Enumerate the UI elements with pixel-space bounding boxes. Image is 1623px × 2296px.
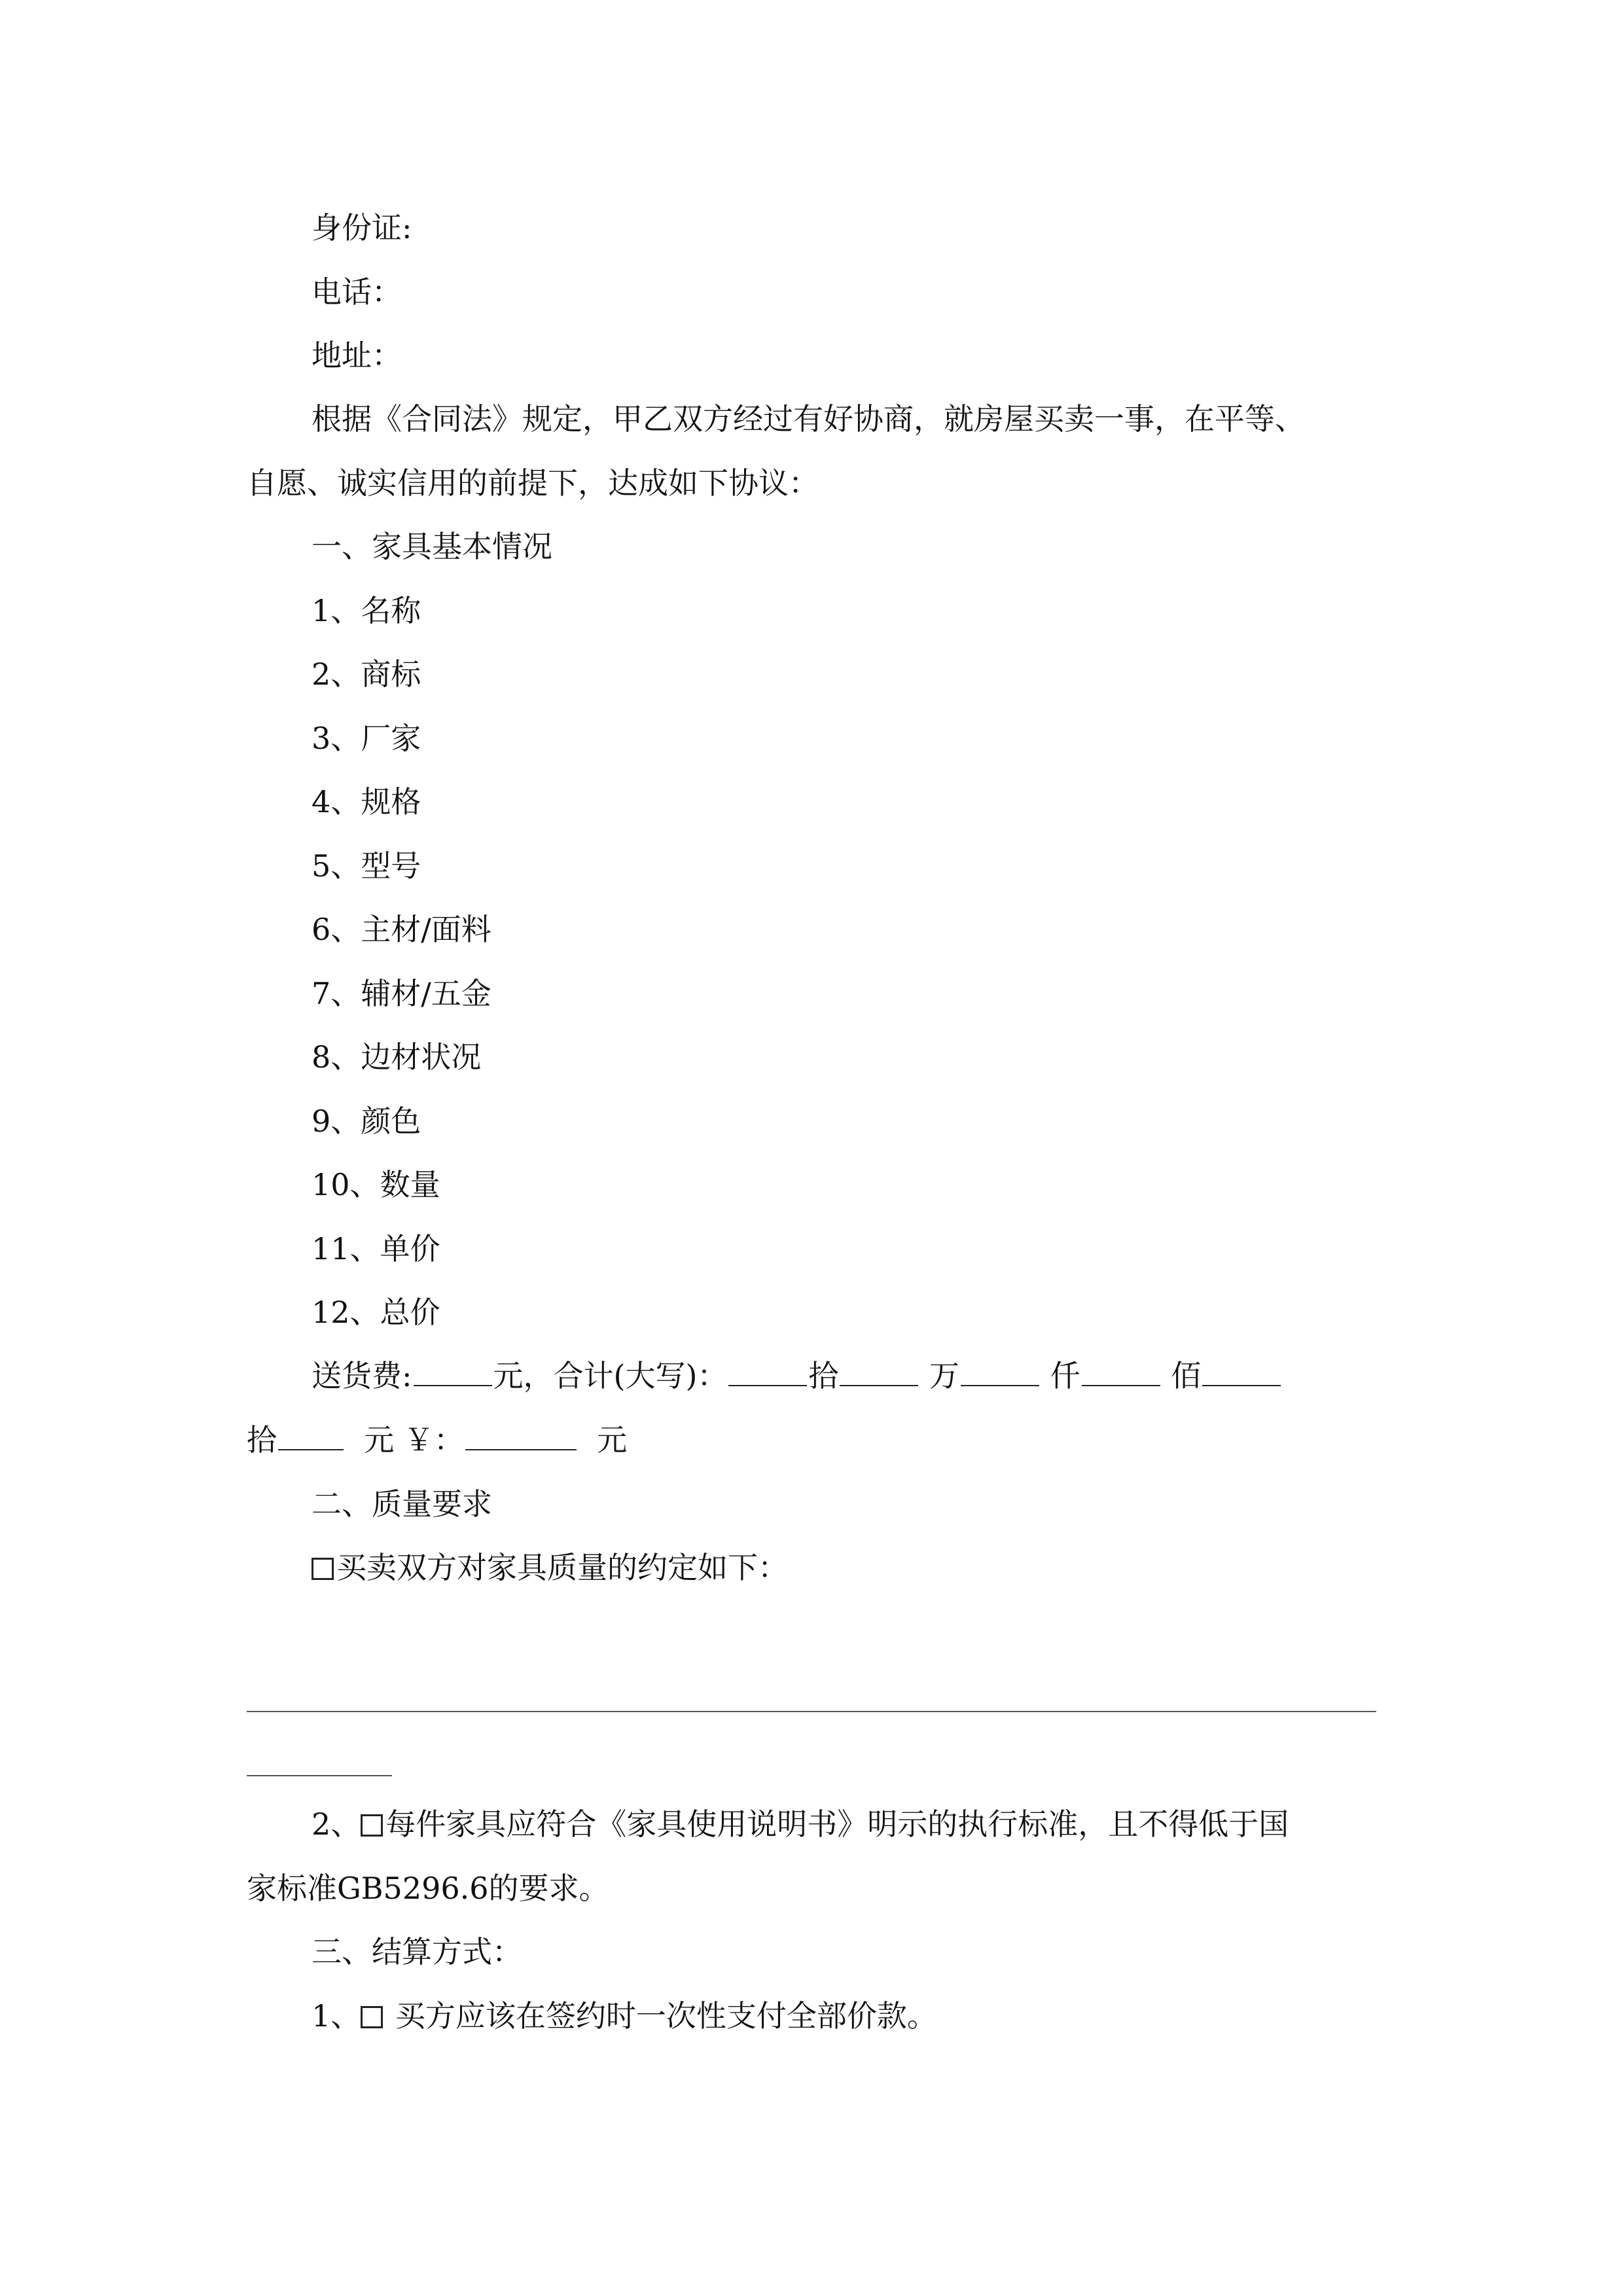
- list-item: 3、厂家: [312, 721, 421, 756]
- wan-blank: [840, 1359, 918, 1386]
- yen-label: ￥：: [403, 1422, 464, 1458]
- bai-blank: [1082, 1359, 1160, 1386]
- section-1-title: 一、家具基本情况: [312, 529, 552, 564]
- section-2-title: 二、质量要求: [312, 1486, 492, 1522]
- list-item: 12、总价: [312, 1295, 440, 1330]
- intro-line-2: 自愿、诚实信用的前提下，达成如下协议：: [247, 465, 819, 501]
- fill-in-line: [247, 1711, 1376, 1712]
- settlement-item-1: [312, 1996, 937, 2036]
- quality-item-2-prefix: 2、: [312, 1806, 361, 1842]
- yuan-blank: [278, 1423, 344, 1450]
- quality-item-1: [312, 1548, 788, 1587]
- delivery-fee-line: [312, 1356, 1282, 1395]
- checkbox[interactable]: [361, 2006, 383, 2028]
- settlement-item-1-prefix: 1、: [312, 1998, 361, 2034]
- address-label: 地址：: [312, 338, 402, 373]
- settlement-item-1-text: 买方应该在签约时一次性支付全部价款。: [395, 1998, 937, 2034]
- intro-line-1: 根据《合同法》规定，甲乙双方经过有好协商，就房屋买卖一事，在平等、: [312, 401, 1305, 437]
- list-item: 10、数量: [312, 1167, 440, 1202]
- id-card-label: 身份证:: [312, 210, 412, 245]
- checkbox[interactable]: [361, 1814, 383, 1837]
- list-item: 5、型号: [312, 848, 421, 884]
- yuan-label-3: 元: [597, 1422, 628, 1458]
- shi-blank: [1202, 1359, 1281, 1386]
- list-item: 8、边材状况: [312, 1039, 482, 1075]
- checkbox[interactable]: [312, 1558, 334, 1580]
- shi-label: 拾: [247, 1422, 277, 1458]
- yuan-label-2: 元: [364, 1422, 395, 1458]
- list-item: 7、辅材/五金: [312, 976, 491, 1011]
- list-item: 11、单价: [312, 1231, 440, 1266]
- yuan-label: 元: [493, 1358, 524, 1393]
- quality-item-2-line-2: 家标准GB5296.6的要求。: [247, 1871, 609, 1906]
- yen-blank: [465, 1423, 577, 1450]
- shi-wan-blank: [728, 1359, 807, 1386]
- shi-wan-label: 拾: [808, 1358, 839, 1393]
- list-item: 9、颜色: [312, 1103, 421, 1139]
- list-item: 1、名称: [312, 593, 421, 628]
- delivery-fee-label: 送货费:: [312, 1358, 412, 1393]
- total-label: ，合计(大写)：: [523, 1358, 728, 1393]
- section-3-title: 三、结算方式：: [312, 1934, 522, 1969]
- phone-label: 电话：: [312, 274, 402, 310]
- list-item: 2、商标: [312, 656, 421, 692]
- quality-item-1-text: 买卖双方对家具质量的约定如下：: [336, 1550, 788, 1585]
- delivery-fee-line-2: [247, 1420, 627, 1460]
- bai-label: 佰: [1171, 1358, 1202, 1393]
- wan-label: 万: [929, 1358, 960, 1393]
- fill-in-line-short: [247, 1775, 392, 1776]
- list-item: 6、主材/面料: [312, 912, 491, 947]
- qian-label: 仟: [1050, 1358, 1080, 1393]
- quality-item-2-text: 每件家具应符合《家具使用说明书》明示的执行标准，且不得低于国: [385, 1806, 1289, 1842]
- quality-item-2: [312, 1804, 1289, 1844]
- qian-blank: [961, 1359, 1039, 1386]
- list-item: 4、规格: [312, 784, 421, 819]
- delivery-fee-blank: [414, 1359, 492, 1386]
